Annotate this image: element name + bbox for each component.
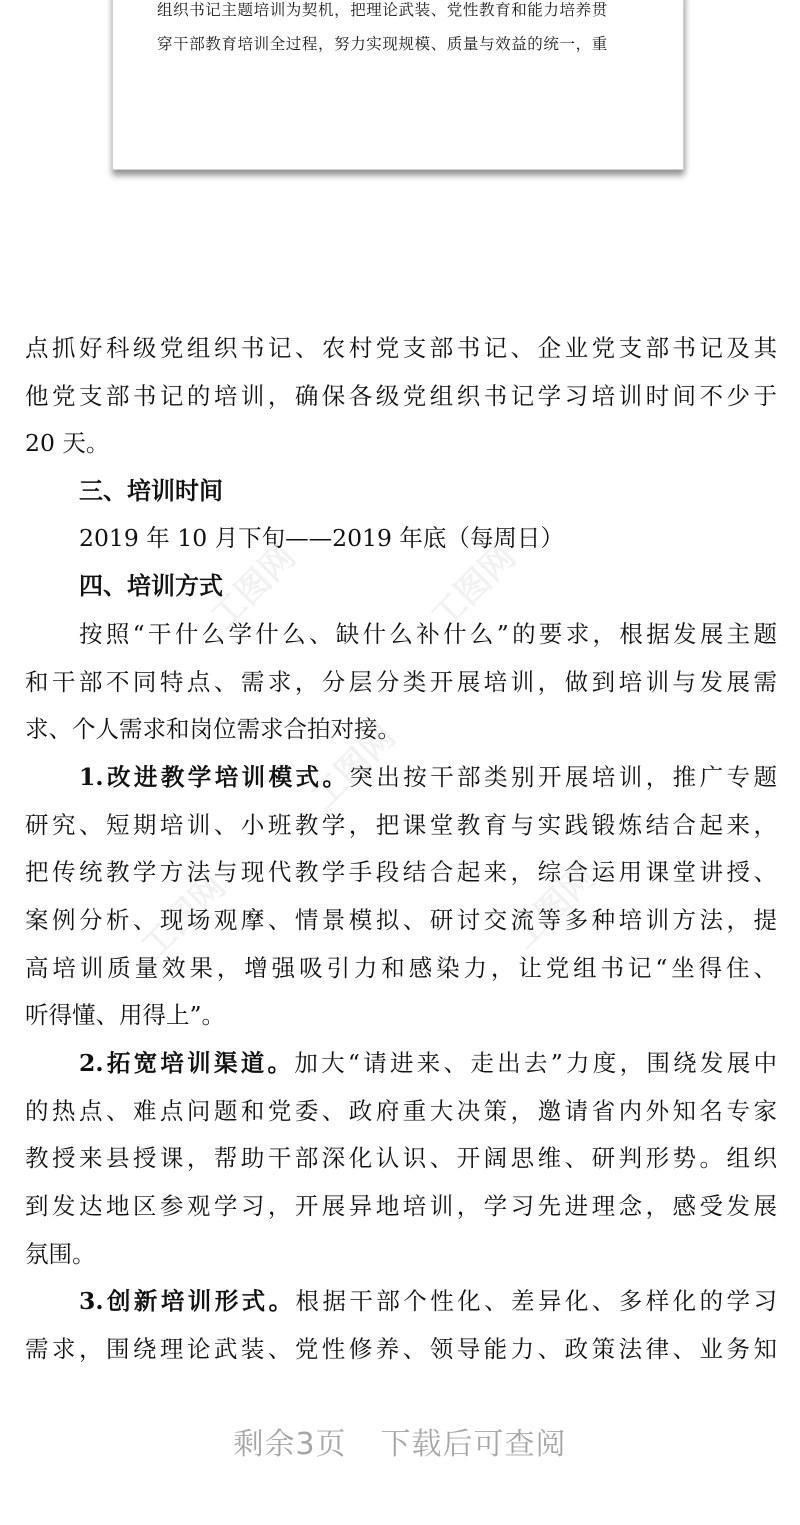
download-to-view-text[interactable]: 下载后可查阅 bbox=[380, 1427, 567, 1462]
previous-page-line: 组织书记主题培训为契机，把理论武装、党性教育和能力培养贯 bbox=[157, 1, 608, 19]
body-line: 2019 年 10 月下旬——2019 年底（每周日） bbox=[79, 524, 564, 552]
body-line: 教授来县授课，帮助干部深化认识、开阔思维、研判形势。组织 bbox=[25, 1144, 777, 1172]
body-line: 氛围。 bbox=[25, 1240, 96, 1268]
item-title: 1.改进教学培训模式。 bbox=[79, 763, 350, 791]
watermark: 工图网 bbox=[503, 856, 604, 958]
body-line: 研究、短期培训、小班教学，把课堂教育与实践锻炼结合起来， bbox=[25, 811, 777, 839]
body-line: 听得懂、用得上”。 bbox=[25, 1001, 226, 1029]
watermark: 工图网 bbox=[303, 716, 404, 818]
body-line: 点抓好科级党组织书记、农村党支部书记、企业党支部书记及其 bbox=[25, 334, 777, 362]
watermark: 工图网 bbox=[133, 866, 234, 968]
watermark: 工图网 bbox=[423, 536, 524, 638]
item-text: 根据干部个性化、差异化、多样化的学习 bbox=[295, 1287, 777, 1315]
body-line: 把传统教学方法与现代教学手段结合起来，综合运用课堂讲授、 bbox=[25, 858, 777, 886]
item-first-line bbox=[79, 1048, 777, 1078]
section-heading: 三、培训时间 bbox=[79, 476, 223, 505]
item-first-line bbox=[79, 1286, 777, 1316]
body-line: 他党支部书记的培训，确保各级党组织书记学习培训时间不少于 bbox=[25, 382, 777, 410]
body-line: 的热点、难点问题和党委、政府重大决策，邀请省内外知名专家 bbox=[25, 1097, 777, 1125]
previous-page-card bbox=[112, 0, 684, 170]
remaining-pages-text: 剩余3页 bbox=[233, 1427, 347, 1462]
body-line: 高培训质量效果，增强吸引力和感染力，让党组书记“坐得住、 bbox=[25, 954, 777, 982]
body-line: 和干部不同特点、需求，分层分类开展培训，做到培训与发展需 bbox=[25, 668, 777, 696]
item-title: 2.拓宽培训渠道。 bbox=[79, 1049, 295, 1077]
body-line: 需求，围绕理论武装、党性修养、领导能力、政策法律、业务知 bbox=[25, 1335, 777, 1363]
body-line: 到发达地区参观学习，开展异地培训，学习先进理念，感受发展 bbox=[25, 1192, 777, 1220]
body-line: 按照“干什么学什么、缺什么补什么”的要求，根据发展主题 bbox=[79, 620, 777, 648]
body-line: 求、个人需求和岗位需求合拍对接。 bbox=[25, 715, 401, 743]
item-first-line bbox=[79, 762, 777, 792]
item-text: 突出按干部类别开展培训，推广专题 bbox=[349, 763, 777, 791]
previous-page-line: 穿干部教育培训全过程，努力实现规模、质量与效益的统一，重 bbox=[157, 35, 608, 53]
section-heading: 四、培训方式 bbox=[79, 571, 223, 600]
download-prompt[interactable] bbox=[0, 1425, 800, 1465]
body-line: 案例分析、现场观摩、情景模拟、研讨交流等多种培训方法，提 bbox=[25, 906, 777, 934]
body-line: 20 天。 bbox=[25, 429, 110, 457]
item-text: 加大“请进来、走出去”力度，围绕发展中 bbox=[294, 1049, 777, 1077]
watermark: 工图网 bbox=[203, 536, 304, 638]
item-title: 3.创新培训形式。 bbox=[79, 1287, 296, 1315]
